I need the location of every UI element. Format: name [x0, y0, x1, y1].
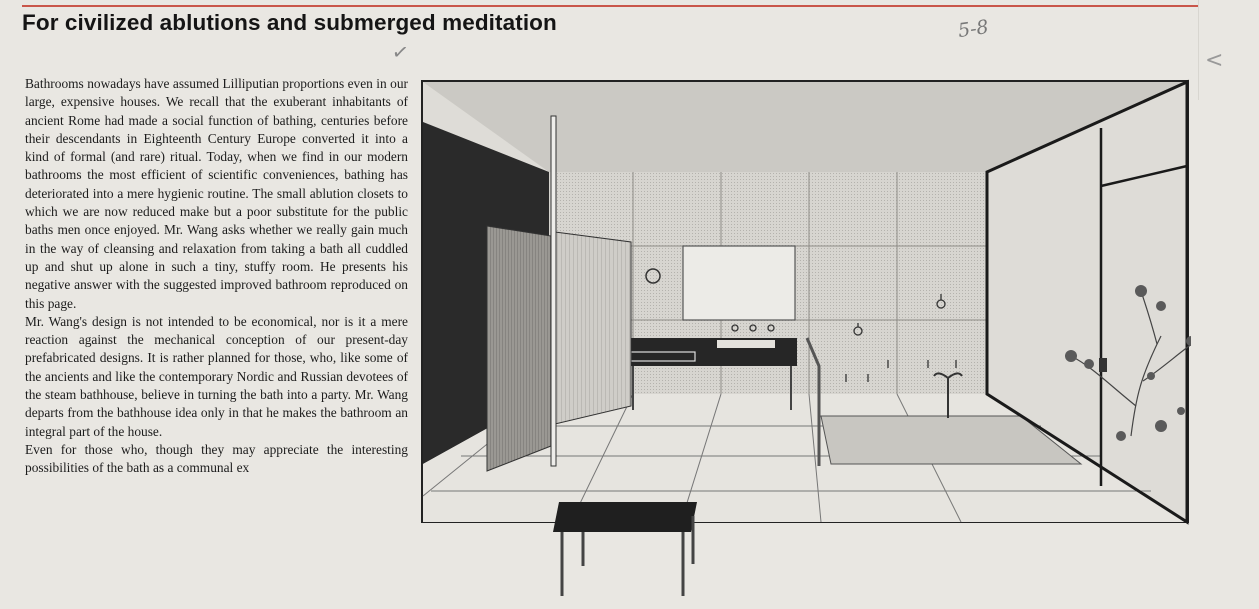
paragraph-3: Even for those who, though they may appreciate the interesting possibilities of the bath as a communal ex	[25, 441, 408, 476]
bathroom-illustration	[421, 76, 1191, 606]
corner-mark: <	[1205, 48, 1224, 73]
top-rule	[22, 5, 1198, 7]
check-mark-icon: ✓	[390, 38, 411, 66]
paragraph-2: Mr. Wang's design is not intended to be economical, nor is it a mere reaction against the mechanical conception of our present-day prefabricated designs. It is rather planned for those, who, like some of the ancients and like the contemporary Nordic and Russian devotees of the steam bathhouse, believe in turning the bath into a party. Mr. Wang departs from the bathhouse idea only in that he makes the bathroom an integral part of the house.	[25, 313, 408, 439]
article-title: For civilized ablutions and submerged meditation	[22, 10, 557, 35]
article-body	[25, 75, 408, 478]
handwritten-note: 5-8	[956, 15, 990, 43]
paragraph-1: Bathrooms nowadays have assumed Lilliputian proportions even in our large, expensive houses. We recall that the exuberant inhabitants of ancient Rome had made a social function of bathing, centuries before their descendants in Eighteenth Century Europe converted it into a kind of formal (and rare) ritual. Today, when we find in our modern bathrooms the most efficient of scientific conveniences, bathing has deteriorated into a mere hygienic routine. The small ablution closets to which we are now reduced make but a poor substitute for the public baths men once enjoyed. Mr. Wang asks whether we really gain much in the way of cleansing and relaxation from taking a bath all cuddled up and shut up alone in such a tiny, stuffy room. He presents his negative answer with the suggested improved bathroom reproduced on this page.	[25, 76, 408, 311]
